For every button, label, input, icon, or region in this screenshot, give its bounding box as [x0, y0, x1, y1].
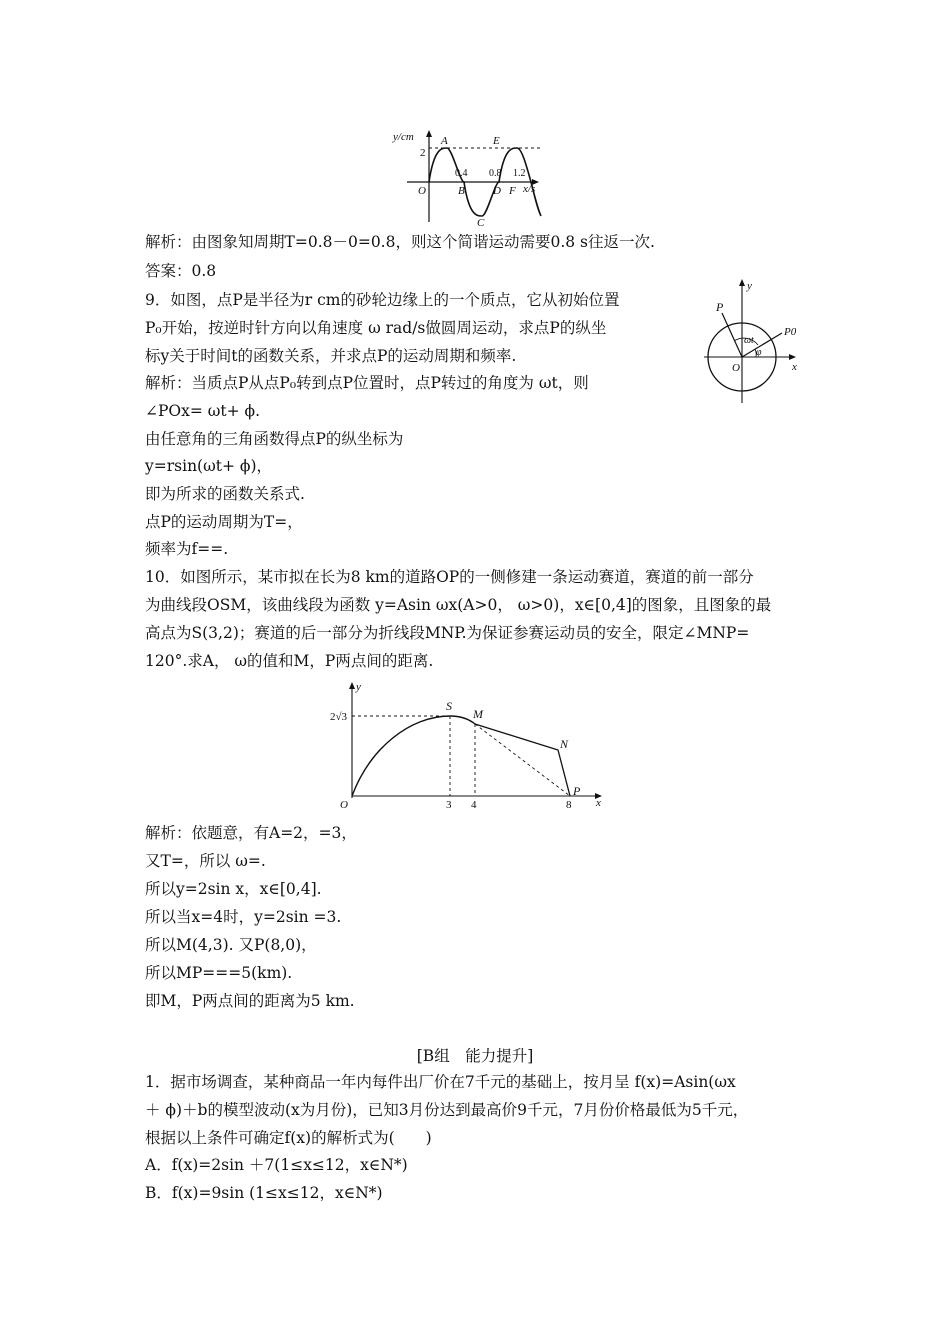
question-b1-line-2: ＋ ϕ)＋b的模型波动(x为月份)，已知3月份达到最高价9千元，7月份价格最低为5千元， [145, 1101, 749, 1119]
point-label-m: M [473, 707, 483, 721]
y-axis-label: y [356, 681, 361, 693]
question-10-line-4: 120°.求A， ω的值和M，P两点间的距离. [145, 652, 434, 670]
x-axis-label: x/s [523, 183, 536, 195]
analysis-9-line-1: 解析：当质点P从点P₀转到点P位置时，点P转过的角度为 ωt，则 [145, 374, 589, 392]
analysis-10-line-5: 所以M(4,3). 又P(8,0)， [145, 936, 317, 954]
question-9-line-3: 标y关于时间t的函数关系，并求点P的运动周期和频率. [145, 347, 517, 365]
option-a: A．f(x)=2sin ＋7(1≤x≤12，x∈N*) [145, 1156, 408, 1174]
point-label-a: A [441, 135, 448, 147]
point-label-n: N [560, 737, 569, 751]
origin-label: O [732, 362, 740, 374]
angle-label-phi: φ [756, 347, 762, 358]
point-label-p0: P0 [784, 326, 797, 338]
point-label-p: P [573, 784, 581, 798]
x-axis-label: x [596, 797, 601, 809]
origin-label: O [418, 185, 426, 197]
analysis-10-line-7: 即M，P两点间的距离为5 km. [145, 992, 355, 1010]
point-label-p: P [716, 300, 724, 314]
analysis-9-line-7: 频率为f==. [145, 540, 229, 558]
question-9-line-2: P₀开始，按逆时针方向以角速度 ω rad/s做圆周运动，求点P的纵坐 [145, 319, 607, 337]
analysis-9-line-3: 由任意角的三角函数得点P的纵坐标为 [145, 430, 404, 448]
question-b1-line-3: 根据以上条件可确定f(x)的解析式为( ) [145, 1129, 432, 1147]
x-tick-label: 0.4 [455, 168, 468, 179]
x-tick-label: 3 [446, 799, 452, 810]
curve-osm [352, 716, 475, 796]
analysis-10-line-2: 又T=，所以 ω=. [145, 852, 266, 870]
figure-circle [700, 275, 810, 405]
y-axis-arrow-icon [426, 130, 432, 137]
figure-race-track [330, 678, 610, 810]
mp-dashed-line [475, 724, 570, 796]
option-b: B．f(x)=9sin (1≤x≤12，x∈N*) [145, 1184, 383, 1202]
point-label-c: C [477, 217, 485, 228]
y-axis-label: y [747, 280, 752, 292]
x-tick-label: 4 [471, 799, 477, 810]
analysis-9-line-5: 即为所求的函数关系式. [145, 485, 305, 503]
radius-op [722, 313, 742, 357]
analysis-9-line-4: y=rsin(ωt+ ϕ)， [145, 457, 272, 475]
question-10-line-3: 高点为S(3,2)；赛道的后一部分为折线段MNP.为保证参赛运动员的安全，限定∠MNP= [145, 624, 750, 642]
analysis-9-line-6: 点P的运动周期为T=， [145, 513, 303, 531]
question-10-line-2: 为曲线段OSM，该曲线段为函数 y=Asin ωx(A>0， ω>0)，x∈[0,4]的图象，且图象的最 [145, 596, 772, 614]
section-title: [B组 能力提升] [416, 1047, 534, 1065]
question-b1-line-1: 1．据市场调查，某种商品一年内每件出厂价在7千元的基础上，按月呈 f(x)=Asin(ωx [145, 1073, 736, 1091]
figure-sine-wave [385, 128, 565, 228]
x-tick-label: 8 [566, 799, 572, 810]
angle-label-omega-t: ωt [744, 335, 754, 346]
y-tick-label: 2 [420, 147, 426, 159]
y-axis-label: y/cm [393, 131, 414, 143]
x-tick-label: 1.2 [513, 168, 526, 179]
analysis-9-line-2: ∠POx= ωt+ ϕ. [145, 402, 261, 420]
analysis-10-line-1: 解析：依题意，有A=2，=3， [145, 824, 357, 842]
analysis-10-line-3: 所以y=2sin x，x∈[0,4]. [145, 880, 322, 898]
x-axis-arrow-icon [789, 354, 796, 360]
point-label-f: F [509, 185, 516, 197]
x-tick-label: 0.8 [489, 168, 502, 179]
y-axis-arrow-icon [739, 279, 745, 286]
point-label-s: S [446, 699, 452, 713]
analysis-10-line-4: 所以当x=4时，y=2sin =3. [145, 908, 342, 926]
answer-8: 答案：0.8 [145, 262, 217, 280]
answer-analysis-8: 解析：由图象知周期T=0.8－0=0.8，则这个简谐运动需要0.8 s往返一次. [145, 233, 655, 251]
point-label-b: B [458, 185, 465, 197]
polyline-mnp [475, 724, 570, 796]
question-9-line-1: 9．如图，点P是半径为r cm的砂轮边缘上的一个质点，它从初始位置 [145, 291, 620, 309]
y-axis-arrow-icon [349, 682, 355, 689]
origin-label: O [340, 799, 348, 810]
question-10-line-1: 10．如图所示，某市拟在长为8 km的道路OP的一侧修建一条运动赛道，赛道的前一部分 [145, 568, 754, 586]
y-tick-label: 2√3 [330, 711, 348, 723]
x-axis-label: x [792, 361, 797, 373]
point-label-e: E [493, 135, 500, 147]
point-label-d: D [493, 185, 501, 197]
analysis-10-line-6: 所以MP===5(km). [145, 964, 293, 982]
